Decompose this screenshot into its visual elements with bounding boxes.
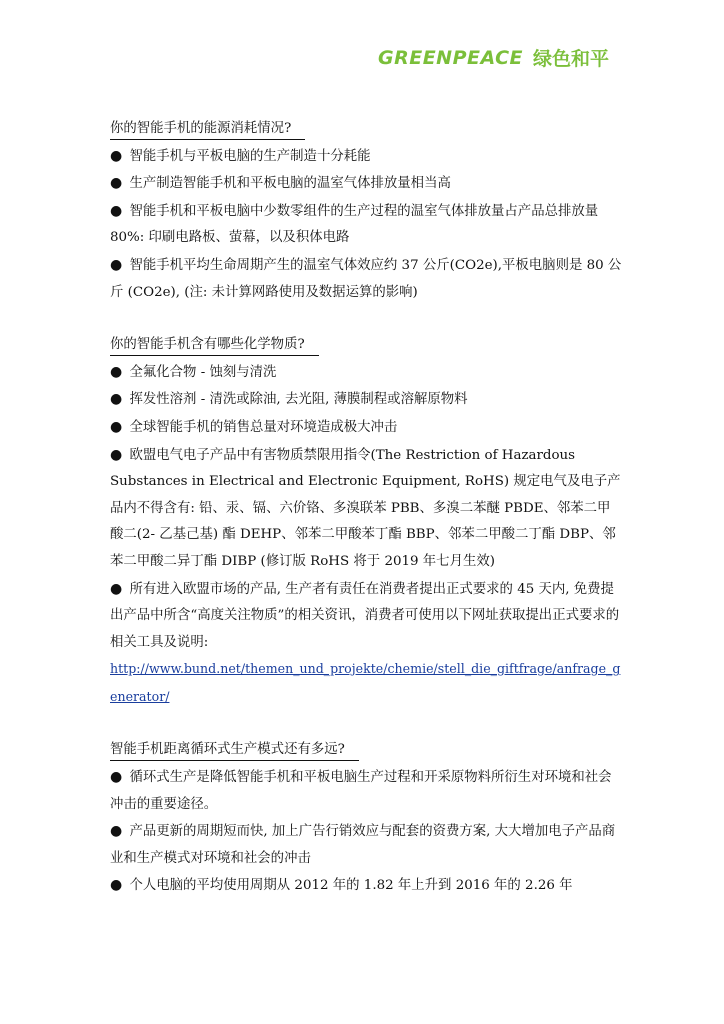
bullet-icon: ● — [110, 446, 123, 463]
list-item: ● 全球智能手机的销售总量对环境造成极大冲击 — [110, 418, 398, 435]
section-chemicals — [110, 332, 622, 711]
logo-text-en: GREENPEACE — [378, 46, 524, 69]
section-heading: 智能手机距离循环式生产模式还有多远? — [110, 740, 359, 761]
bullet-icon: ● — [110, 769, 123, 786]
bullet-icon: ● — [110, 877, 123, 894]
list-item: ● 挥发性溶剂 - 清洗或除油, 去光阻, 薄膜制程或溶解原物料 — [110, 391, 468, 408]
bullet-icon: ● — [110, 363, 123, 380]
bullet-icon: ● — [110, 256, 123, 273]
list-item: ● 个人电脑的平均使用周期从 2012 年的 1.82 年上升到 2016 年的 2.26 年 — [110, 877, 573, 894]
list-item: ● 循环式生产是降低智能手机和平板电脑生产过程和开采原物料所衍生对环境和社会冲击的重要途径。 — [110, 769, 612, 812]
url-line — [110, 656, 622, 711]
bullet-icon: ● — [110, 823, 123, 840]
greenpeace-logo — [378, 44, 609, 71]
bullet-icon: ● — [110, 202, 123, 219]
section-energy — [110, 116, 622, 306]
bullet-icon: ● — [110, 391, 123, 408]
bullet-icon: ● — [110, 418, 123, 435]
list-item: ● 产品更新的周期短而快, 加上广告行销效应与配套的资费方案, 大大增加电子产品商业和生产模式对环境和社会的冲击 — [110, 823, 616, 866]
list-item: ● 欧盟电气电子产品中有害物质禁限用指令(The Restriction of Hazardous Substances in Electrical and Electronic Equipment, RoHS) 规定电气及电子产品内不得含有: 铅、汞、镉、六价铬、多溴联苯 PBB、多溴二苯醚 PBDE、邻苯二甲酸二(2- 乙基己基) 酯 DEHP、邻苯二甲酸苯丁酯 BBP、邻苯二甲酸二丁酯 DBP、邻苯二甲酸二异丁酯 DIBP (修订版 RoHS 将于 2019 年七月生效) — [110, 446, 621, 569]
list-item: ● 智能手机和平板电脑中少数零组件的生产过程的温室气体排放量占产品总排放量 80%: 印刷电路板、萤幕，以及积体电路 — [110, 202, 599, 246]
section-heading: 你的智能手机的能源消耗情况? — [110, 119, 305, 140]
section-heading: 你的智能手机含有哪些化学物质? — [110, 335, 319, 356]
bullet-icon: ● — [110, 175, 123, 192]
bullet-icon: ● — [110, 147, 123, 164]
rohs-request-link[interactable]: http://www.bund.net/themen_und_projekte/chemie/stell_die_giftfrage/anfrage_generator/ — [110, 661, 621, 704]
list-item: ● 智能手机平均生命周期产生的温室气体效应约 37 公斤(CO2e),平板电脑则是 80 公斤 (CO2e), (注: 未计算网路使用及数据运算的影响) — [110, 256, 622, 300]
list-item: ● 所有进入欧盟市场的产品, 生产者有责任在消费者提出正式要求的 45 天内, 免费提出产品中所含“高度关注物质”的相关资讯，消费者可使用以下网址获取提出正式要求的相关工具及说明: — [110, 580, 620, 650]
document-body — [110, 116, 622, 900]
section-circular — [110, 737, 622, 900]
bullet-icon: ● — [110, 580, 123, 597]
logo-text-zh: 绿色和平 — [533, 48, 610, 70]
list-item: ● 智能手机与平板电脑的生产制造十分耗能 — [110, 147, 371, 164]
list-item: ● 生产制造智能手机和平板电脑的温室气体排放量相当高 — [110, 175, 451, 192]
list-item: ● 全氟化合物 - 蚀刻与清洗 — [110, 363, 277, 380]
